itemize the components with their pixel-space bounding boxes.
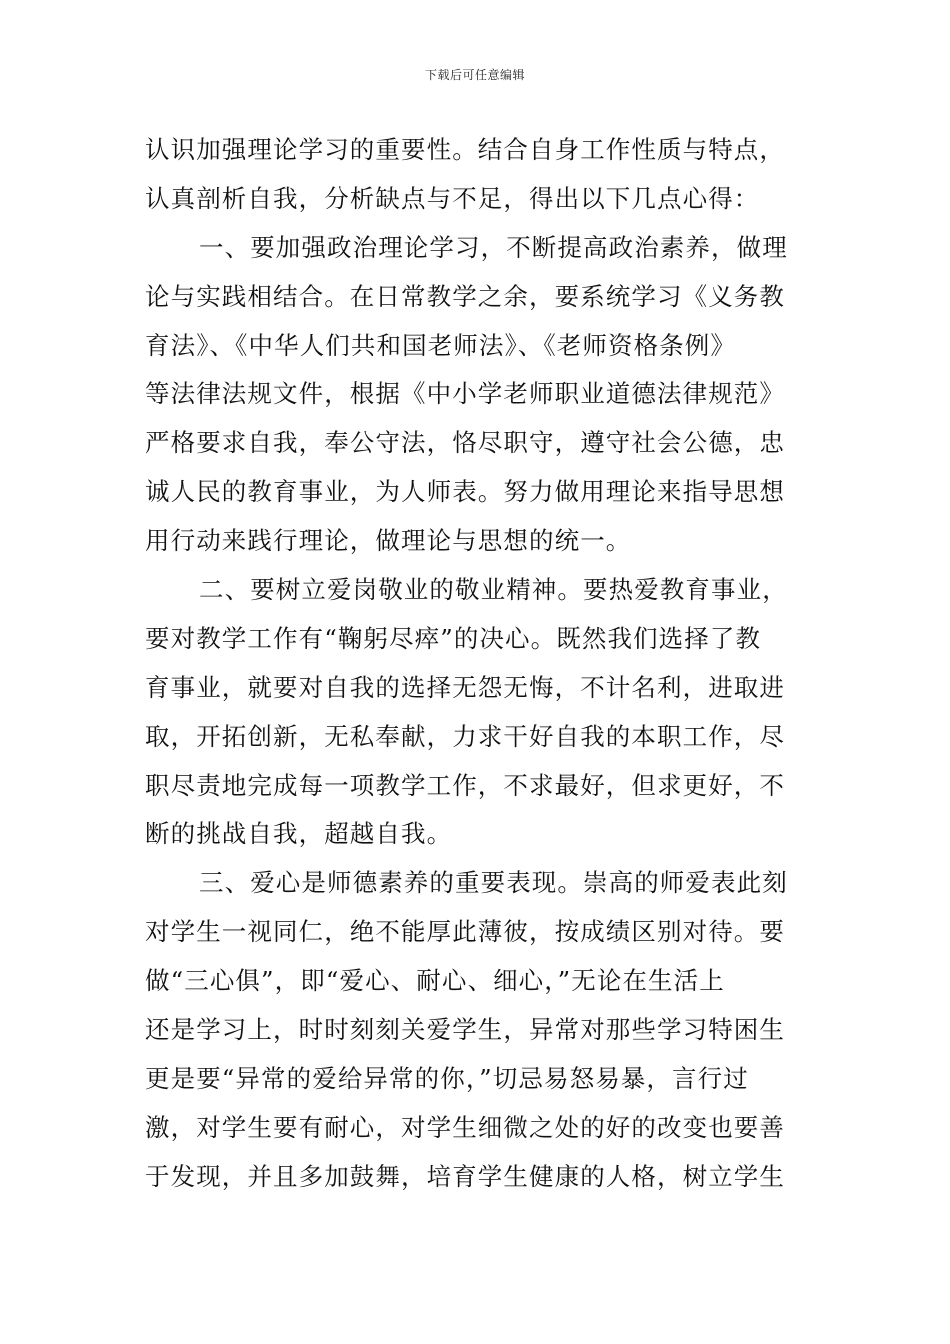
text-line: 更是要“异常的爱给异常的你，”切忌易怒易暴，言行过 [145, 1063, 749, 1093]
text-line: 一、要加强政治理论学习，不断提高政治素养，做理 [199, 232, 788, 262]
text-line: 认真剖析自我，分析缺点与不足，得出以下几点心得： [145, 183, 760, 213]
text-line: 于发现，并且多加鼓舞，培育学生健康的人格，树立学生 [145, 1161, 785, 1191]
text-line: 二、要树立爱岗敬业的敬业精神。要热爱教育事业， [199, 575, 788, 605]
text-line: 对学生一视同仁，绝不能厚此薄彼，按成绩区别对待。要 [145, 917, 785, 947]
text-line: 等法律法规文件，根据《中小学老师职业道德法律规范》 [145, 379, 785, 409]
text-line: 取，开拓创新，无私奉献，力求干好自我的本职工作，尽 [145, 721, 785, 751]
text-line: 认识加强理论学习的重要性。结合自身工作性质与特点， [145, 135, 785, 164]
text-line: 用行动来践行理论，做理论与思想的统一。 [145, 526, 632, 556]
text-line: 严格要求自我，奉公守法，恪尽职守，遵守社会公德，忠 [145, 428, 785, 458]
text-line: 断的挑战自我，超越自我。 [145, 819, 453, 849]
text-line: 育法》、《中华人们共和国老师法》、《老师资格条例》 [145, 330, 736, 360]
text-line: 做“三心俱”，即“爱心、耐心、细心，”无论在生活上 [145, 966, 725, 996]
text-line: 诚人民的教育事业，为人师表。努力做用理论来指导思想 [145, 477, 785, 507]
page-header: 下载后可任意编辑 [424, 68, 525, 82]
text-line: 要对教学工作有“鞠躬尽瘁”的决心。既然我们选择了教 [145, 623, 762, 653]
text-line: 还是学习上，时时刻刻关爱学生，异常对那些学习特困生 [145, 1015, 785, 1045]
document-body [145, 126, 817, 1202]
text-line: 育事业，就要对自我的选择无怨无悔，不计名利，进取进 [145, 672, 785, 702]
text-line: 激，对学生要有耐心，对学生细微之处的好的改变也要善 [145, 1112, 785, 1142]
text-line: 职尽责地完成每一项教学工作，不求最好，但求更好，不 [145, 770, 785, 800]
text-line: 论与实践相结合。在日常教学之余，要系统学习《义务教 [145, 281, 785, 311]
text-line: 三、爱心是师德素养的重要表现。崇高的师爱表此刻 [199, 868, 788, 898]
